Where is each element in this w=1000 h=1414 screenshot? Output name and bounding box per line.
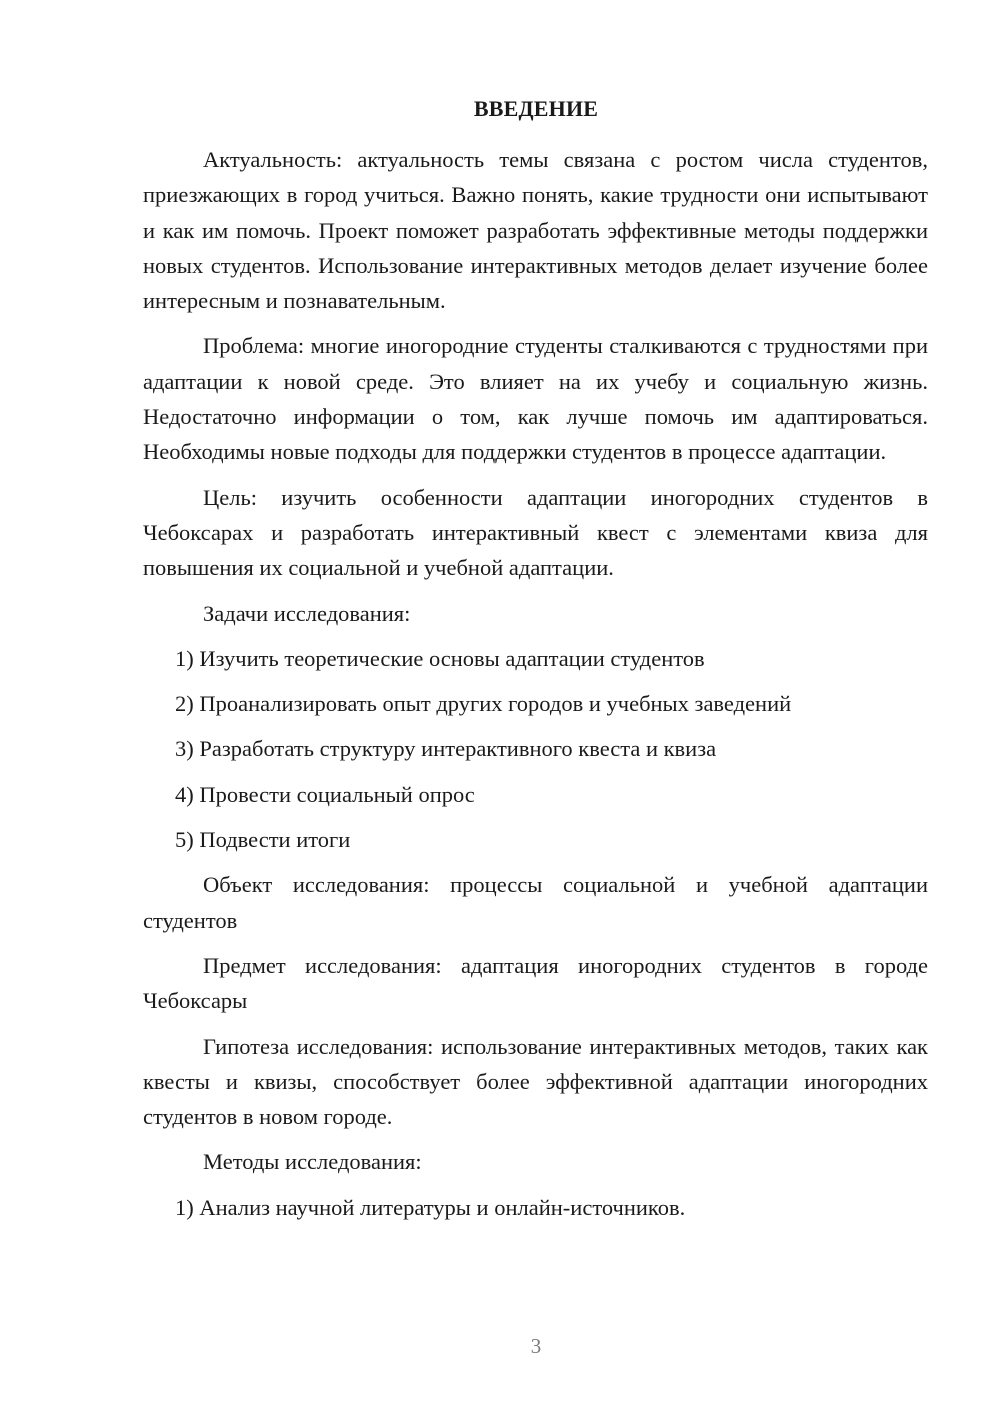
hypothesis-paragraph: Гипотеза исследования: использование интерактивных методов, таких как квесты и квизы, способствует более эффективной адаптации иногородних студентов в новом городе.	[143, 1033, 928, 1130]
methods-label: Методы исследования:	[203, 1149, 422, 1175]
task-item: 3) Разработать структуру интерактивного квеста и квиза	[175, 736, 717, 762]
tasks-label: Задачи исследования:	[203, 600, 411, 626]
task-item: 4) Провести социальный опрос	[175, 781, 475, 807]
methods-list	[143, 1190, 928, 1225]
problem-paragraph: Проблема: многие иногородние студенты сталкиваются с трудностями при адаптации к новой среде. Это влияет на их учебу и социальную жизнь. Недостаточно информации о том, как лучше помочь им адаптироваться. Необходимы новые подходы для поддержки студентов в процессе адаптации.	[143, 333, 928, 465]
task-item: 1) Изучить теоретические основы адаптации студентов	[175, 645, 705, 671]
method-item: 1) Анализ научной литературы и онлайн-источников.	[175, 1194, 686, 1220]
page-number: 3	[530, 1334, 542, 1358]
task-item: 2) Проанализировать опыт других городов и учебных заведений	[175, 691, 792, 717]
tasks-list	[143, 641, 928, 857]
document-body	[143, 142, 928, 1225]
subject-paragraph: Предмет исследования: адаптация иногородних студентов в городе Чебоксары	[143, 952, 928, 1014]
goal-paragraph: Цель: изучить особенности адаптации иногородних студентов в Чебоксарах и разработать интерактивный квест с элементами квиза для повышения их социальной и учебной адаптации.	[143, 484, 928, 581]
relevance-paragraph: Актуальность: актуальность темы связана с ростом числа студентов, приезжающих в город учиться. Важно понять, какие трудности они испытывают и как им помочь. Проект поможет разработать эффективные методы поддержки новых студентов. Использование интерактивных методов делает изучение более интересным и познавательным.	[143, 147, 928, 314]
section-heading: ВВЕДЕНИЕ	[473, 96, 599, 121]
object-paragraph: Объект исследования: процессы социальной и учебной адаптации студентов	[143, 872, 928, 933]
task-item: 5) Подвести итоги	[175, 827, 351, 853]
